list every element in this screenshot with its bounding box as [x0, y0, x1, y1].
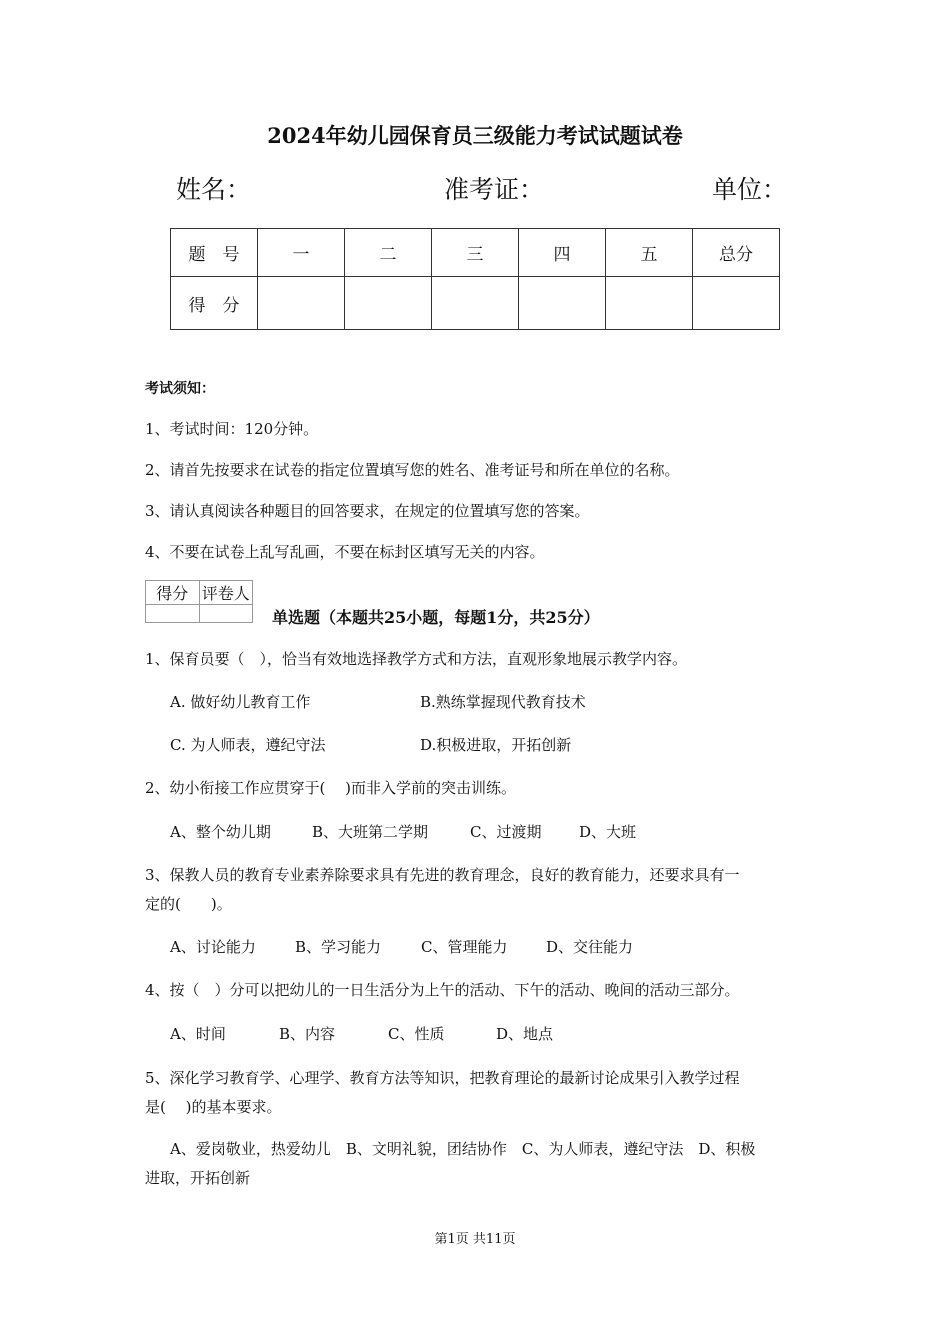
- grader-score-cell[interactable]: [146, 605, 200, 623]
- question-option: D、交往能力: [546, 938, 634, 956]
- unit-field-label: 单位：: [712, 175, 788, 204]
- score-table-cell: 三: [432, 229, 519, 277]
- question-option: C、性质: [388, 1025, 445, 1043]
- section-title: 单选题（本题共25小题，每题1分，共25分）: [272, 608, 600, 627]
- score-table-cell: 二: [345, 229, 432, 277]
- question-option: D、地点: [496, 1025, 554, 1043]
- name-field-label: 姓名：: [176, 175, 252, 204]
- score-table-cell: 题 号: [171, 229, 258, 277]
- question-stem: 3、保教人员的教育专业素养除要求具有先进的教育理念，良好的教育能力，还要求具有一: [145, 866, 740, 884]
- page-footer: 第1页 共11页: [434, 1232, 516, 1247]
- question-stem: 2、幼小衔接工作应贯穿于( )而非入学前的突击训练。: [145, 779, 517, 797]
- score-table-score-row: [171, 277, 780, 330]
- question-option: D.积极进取，开拓创新: [420, 736, 572, 754]
- grader-box: [145, 580, 253, 623]
- question-option: C. 为人师表，遵纪守法: [170, 736, 326, 754]
- question-stem: 是( )的基本要求。: [145, 1098, 282, 1116]
- question-option: D、大班: [579, 823, 637, 841]
- grader-reviewer-cell[interactable]: [199, 605, 253, 623]
- question-option: B、学习能力: [295, 938, 382, 956]
- question-option: A、时间: [170, 1025, 226, 1043]
- score-table-cell: 总分: [693, 229, 780, 277]
- score-input-cell[interactable]: [606, 277, 693, 330]
- score-table-cell: 一: [258, 229, 345, 277]
- notice-item: 2、请首先按要求在试卷的指定位置填写您的姓名、准考证号和所在单位的名称。: [145, 461, 680, 479]
- grader-reviewer-label: 评卷人: [199, 581, 253, 605]
- question-option: B、大班第二学期: [312, 823, 429, 841]
- notice-item: 1、考试时间：120分钟。: [145, 420, 319, 438]
- notice-title: 考试须知：: [145, 381, 215, 397]
- score-input-cell[interactable]: [693, 277, 780, 330]
- question-stem: 1、保育员要（ ），恰当有效地选择教学方式和方法，直观形象地展示教学内容。: [145, 650, 688, 668]
- question-option: A、整个幼儿期: [170, 823, 271, 841]
- notice-item: 3、请认真阅读各种题目的回答要求，在规定的位置填写您的答案。: [145, 502, 590, 520]
- question-option: A. 做好幼儿教育工作: [170, 693, 311, 711]
- score-table-cell: 五: [606, 229, 693, 277]
- question-option: B.熟练掌握现代教育技术: [420, 693, 586, 711]
- question-option: 进取，开拓创新: [145, 1169, 251, 1187]
- score-table-cell: 四: [519, 229, 606, 277]
- score-table-header-row: [171, 229, 780, 277]
- question-option: C、管理能力: [421, 938, 508, 956]
- question-stem: 5、深化学习教育学、心理学、教育方法等知识，把教育理论的最新讨论成果引入教学过程: [145, 1069, 740, 1087]
- score-input-cell[interactable]: [432, 277, 519, 330]
- page-title: 2024年幼儿园保育员三级能力考试试题试卷: [267, 123, 683, 148]
- question-stem: 定的( )。: [145, 895, 232, 913]
- question-option: B、内容: [279, 1025, 336, 1043]
- question-stem: 4、按（ ）分可以把幼儿的一日生活分为上午的活动、下午的活动、晚间的活动三部分。: [145, 981, 740, 999]
- score-input-cell[interactable]: [345, 277, 432, 330]
- question-option: A、爱岗敬业，热爱幼儿 B、文明礼貌，团结协作 C、为人师表，遵纪守法 D、积极: [170, 1140, 756, 1158]
- score-input-cell[interactable]: [519, 277, 606, 330]
- notice-item: 4、不要在试卷上乱写乱画，不要在标封区填写无关的内容。: [145, 543, 545, 561]
- question-option: C、过渡期: [470, 823, 542, 841]
- grader-score-label: 得分: [146, 581, 200, 605]
- score-input-cell[interactable]: [258, 277, 345, 330]
- score-table-cell: 得 分: [171, 277, 258, 330]
- score-table: [170, 228, 780, 330]
- question-option: A、讨论能力: [170, 938, 256, 956]
- exam-id-field-label: 准考证：: [444, 175, 545, 204]
